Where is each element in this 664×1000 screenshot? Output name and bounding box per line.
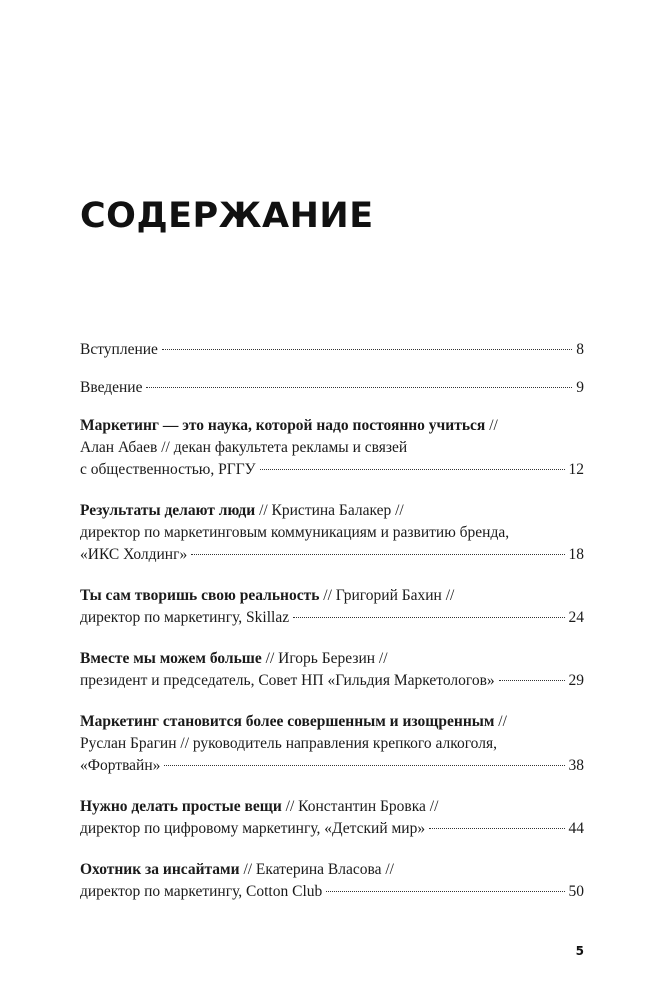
toc-entry-author: директор по цифровому маркетингу, «Детский мир» — [80, 820, 426, 837]
toc-entry-preface[interactable] — [80, 377, 584, 399]
table-of-contents — [80, 339, 584, 922]
toc-entry-abaev[interactable] — [80, 415, 584, 481]
toc-entry-author: «Фортвайн» — [80, 757, 161, 774]
toc-entry-title: Маркетинг становится более совершенным и изощренным — [80, 713, 495, 730]
toc-entry-author: // Екатерина Власова // — [239, 861, 394, 878]
toc-line — [80, 339, 584, 361]
toc-entry-separator: // — [494, 713, 507, 730]
toc-entry-title: Охотник за инсайтами — [80, 861, 240, 878]
toc-line: директор по маркетинговым коммуникациям и развитию бренда, — [80, 524, 510, 541]
toc-entry-author: директор по маркетингу, Cotton Club — [80, 883, 323, 900]
toc-entry-bakhin[interactable] — [80, 585, 584, 629]
toc-entry-author: директор по маркетингу, Skillaz — [80, 609, 290, 626]
toc-page-number: 29 — [568, 672, 584, 689]
dot-leader — [260, 469, 565, 470]
dot-leader — [429, 828, 564, 829]
dot-leader — [326, 891, 564, 892]
page-number: 5 — [575, 944, 584, 958]
toc-entry-author: «ИКС Холдинг» — [80, 546, 188, 563]
toc-line — [80, 500, 584, 522]
dot-leader — [164, 765, 564, 766]
toc-line — [80, 544, 584, 566]
dot-leader — [499, 680, 565, 681]
dot-leader — [146, 387, 572, 388]
toc-entry-author: // Кристина Балакер // — [255, 502, 404, 519]
toc-page-number: 24 — [568, 609, 584, 626]
page-title: СОДЕРЖАНИЕ — [80, 196, 374, 236]
toc-line — [80, 415, 584, 437]
toc-entry-author: // Григорий Бахин // — [319, 587, 455, 604]
toc-line — [80, 377, 584, 399]
toc-line: Алан Абаев // декан факультета рекламы и связей — [80, 439, 408, 456]
toc-entry-brovka[interactable] — [80, 796, 584, 840]
toc-page-number: 8 — [576, 341, 584, 358]
toc-page-number: 50 — [568, 883, 584, 900]
dot-leader — [293, 617, 564, 618]
toc-line — [80, 859, 584, 881]
toc-entry-separator: // — [485, 417, 498, 434]
toc-entry-berezin[interactable] — [80, 648, 584, 692]
toc-entry-author: // Игорь Березин // — [261, 650, 388, 667]
toc-line — [80, 670, 584, 692]
toc-entry-title: Вместе мы можем больше — [80, 650, 262, 667]
dot-leader — [162, 349, 572, 350]
toc-entry-balaker[interactable] — [80, 500, 584, 566]
toc-line — [80, 796, 584, 818]
toc-entry-title: Маркетинг — это наука, которой надо постоянно учиться — [80, 417, 486, 434]
toc-entry-title: Вступление — [80, 341, 158, 358]
toc-entry-title: Нужно делать простые вещи — [80, 798, 282, 815]
toc-line — [80, 585, 584, 607]
toc-line — [80, 818, 584, 840]
toc-line: Руслан Брагин // руководитель направления крепкого алкоголя, — [80, 735, 497, 752]
toc-entry-author: с общественностью, РГГУ — [80, 461, 256, 478]
toc-entry-title: Результаты делают люди — [80, 502, 256, 519]
toc-line — [80, 607, 584, 629]
toc-page-number: 12 — [568, 461, 584, 478]
toc-page-number: 44 — [568, 820, 584, 837]
toc-entry-bragin[interactable] — [80, 711, 584, 777]
toc-entry-introduction[interactable] — [80, 339, 584, 361]
toc-page-number: 9 — [576, 379, 584, 396]
toc-entry-author: // Константин Бровка // — [281, 798, 439, 815]
toc-entry-author: президент и председатель, Совет НП «Гильдия Маркетологов» — [80, 672, 495, 689]
toc-line — [80, 881, 584, 903]
toc-line — [80, 648, 584, 670]
toc-page-number: 38 — [568, 757, 584, 774]
toc-line — [80, 755, 584, 777]
toc-entry-vlasova[interactable] — [80, 859, 584, 903]
dot-leader — [191, 554, 564, 555]
toc-line — [80, 459, 584, 481]
toc-page-number: 18 — [568, 546, 584, 563]
toc-entry-title: Введение — [80, 379, 143, 396]
toc-entry-title: Ты сам творишь свою реальность — [80, 587, 320, 604]
toc-line — [80, 711, 584, 733]
